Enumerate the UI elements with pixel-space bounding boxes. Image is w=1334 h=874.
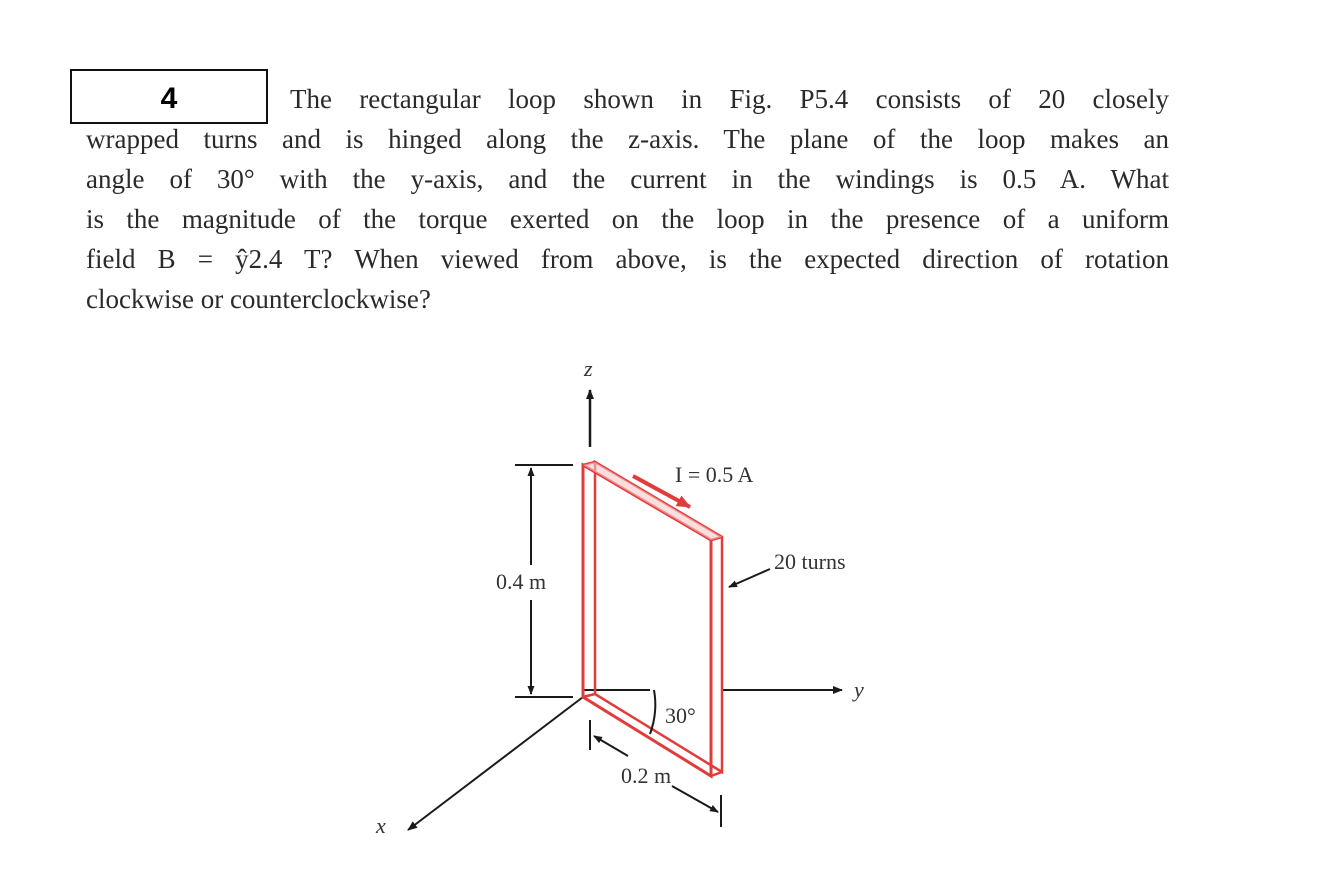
width-dim-label: 0.2 m [621, 763, 672, 788]
problem-number: 4 [160, 81, 178, 115]
problem-line-2: wrapped turns and is hinged along the z-axis. The plane of the loop makes an [86, 124, 1169, 154]
problem-line-5: field B = ŷ2.4 T? When viewed from above, is the expected direction of rotation [86, 244, 1169, 274]
problem-line-4: is the magnitude of the torque exerted on the loop in the presence of a uniform [86, 204, 1169, 234]
x-axis-label: x [376, 813, 386, 838]
width-dim-arrow-right [672, 786, 718, 812]
turns-label: 20 turns [774, 549, 846, 574]
z-axis-label: z [584, 356, 593, 381]
problem-line-3: angle of 30° with the y-axis, and the current in the windings is 0.5 A. What [86, 164, 1169, 194]
turns-pointer [729, 569, 770, 587]
width-dim-arrow-left [594, 736, 628, 756]
problem-line-6: clockwise or counterclockwise? [86, 284, 431, 314]
angle-label: 30° [665, 703, 696, 728]
problem-line-1: The rectangular loop shown in Fig. P5.4 consists of 20 closely [290, 84, 1169, 114]
current-label: I = 0.5 A [675, 462, 754, 487]
y-axis-label: y [854, 677, 864, 702]
x-axis [408, 697, 583, 830]
height-dim-label: 0.4 m [496, 569, 547, 594]
